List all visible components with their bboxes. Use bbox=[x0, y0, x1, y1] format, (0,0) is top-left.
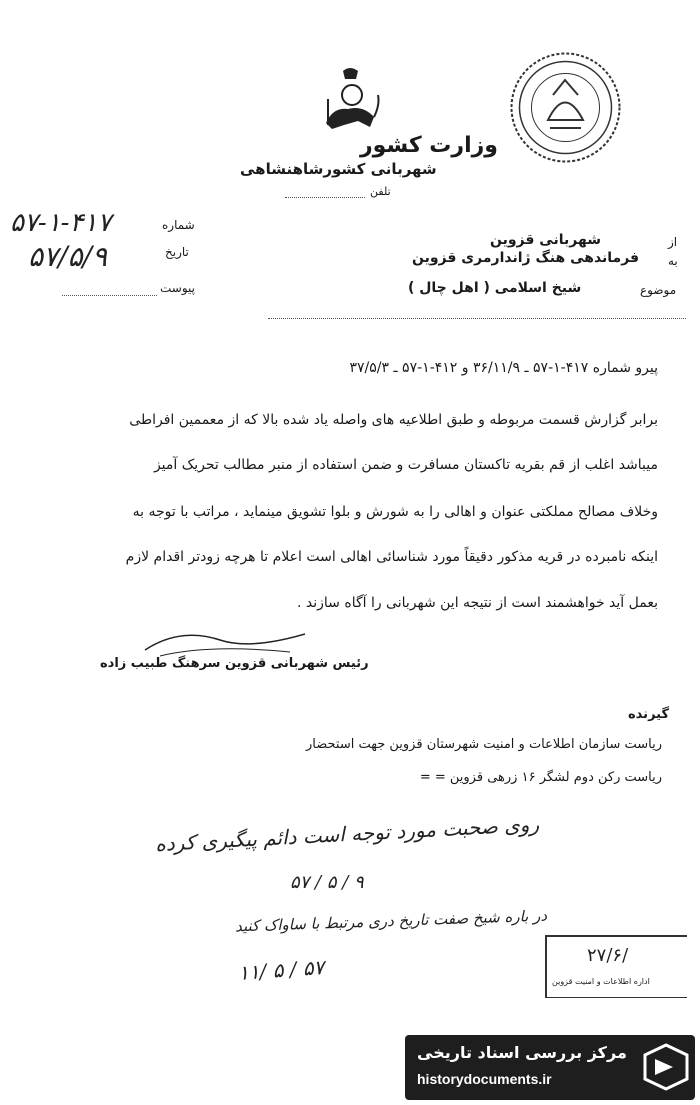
to-value: فرماندهی هنگ ژاندارمری قزوین bbox=[412, 250, 640, 266]
reference-line: پیرو شماره ۴۱۷-۱-۵۷ ـ ۳۶/۱۱/۹ و ۴۱۲-۱-۵۷ ـ ۳۷/۵/۳ bbox=[349, 360, 658, 376]
attachment-line bbox=[62, 295, 157, 296]
from-value: شهربانی قزوین bbox=[490, 232, 601, 248]
watermark-logo-icon bbox=[643, 1043, 689, 1091]
from-label: از bbox=[668, 235, 678, 249]
office-stamp bbox=[545, 935, 687, 998]
phone-line bbox=[285, 197, 365, 198]
number-label: شماره bbox=[162, 218, 195, 232]
signature-line: رئیس شهربانی قزوین سرهنگ طبیب زاده bbox=[100, 656, 369, 671]
date-label: تاریخ bbox=[165, 245, 189, 259]
subject-label: موضوع bbox=[640, 283, 677, 297]
subject-value: شیخ اسلامی ( اهل چال ) bbox=[408, 280, 582, 296]
lion-and-sun-emblem bbox=[318, 65, 383, 137]
handwritten-note-2: در باره شیخ صفت تاریخ دری مرتبط با ساواک کنید bbox=[234, 906, 548, 936]
ministry-title: وزارت کشور bbox=[360, 133, 498, 158]
stamp-text: اداره اطلاعات و امنیت قزوین bbox=[552, 977, 650, 986]
recipient-1: ریاست سازمان اطلاعات و امنیت شهرستان قزوین جهت استحضار bbox=[306, 737, 662, 752]
body-line-1: برابر گزارش قسمت مربوطه و طبق اطلاعیه های واصله یاد شده بالا که از معممین افراطی bbox=[129, 412, 658, 428]
date-value: ۵۷/۵/۹ bbox=[28, 240, 108, 273]
stamp-number: ۲۷/۶/ bbox=[587, 945, 629, 966]
body-line-5: بعمل آید خواهشمند است از نتیجه این شهربانی را آگاه سازند . bbox=[297, 595, 658, 611]
handwritten-note-3: ۱۱/ ۵ / ۵۷ bbox=[237, 955, 325, 985]
recipients-label: گیرنده bbox=[628, 707, 670, 722]
handwritten-date-1: ۵۷ / ۵ / ۹ bbox=[290, 872, 364, 893]
attachment-label: پیوست bbox=[160, 281, 195, 295]
watermark-url: historydocuments.ir bbox=[417, 1071, 552, 1087]
number-value: ۵۷-۱-۴۱۷ bbox=[10, 208, 112, 238]
round-seal bbox=[508, 50, 623, 165]
body-line-3: وخلاف مصالح مملکتی عنوان و اهالی را به شورش و بلوا تشویق مینماید ، مراتب با توجه به bbox=[132, 504, 658, 520]
watermark-title: مرکز بررسی اسناد تاریخی bbox=[417, 1043, 627, 1062]
recipient-2: ریاست رکن دوم لشگر ۱۶ زرهی قزوین = = bbox=[419, 770, 662, 785]
watermark bbox=[405, 1035, 695, 1100]
handwritten-note-1: روی صحبت مورد توجه است دائم پیگیری کرده bbox=[154, 811, 540, 857]
phone-label: تلفن bbox=[370, 185, 391, 198]
body-line-2: میباشد اغلب از قم بقریه تاکستان مسافرت و ضمن استفاده از منبر مطالب تحریک آمیز bbox=[153, 457, 658, 473]
subject-line bbox=[268, 318, 686, 319]
body-line-4: اینکه نامبرده در قریه مذکور دقیقاً مورد شناسائی اهالی است اعلام تا هرچه زودتر اقدام لازم bbox=[125, 549, 658, 565]
department-title: شهربانی کشورشاهنشاهی bbox=[240, 160, 437, 178]
to-label: به bbox=[668, 254, 678, 268]
